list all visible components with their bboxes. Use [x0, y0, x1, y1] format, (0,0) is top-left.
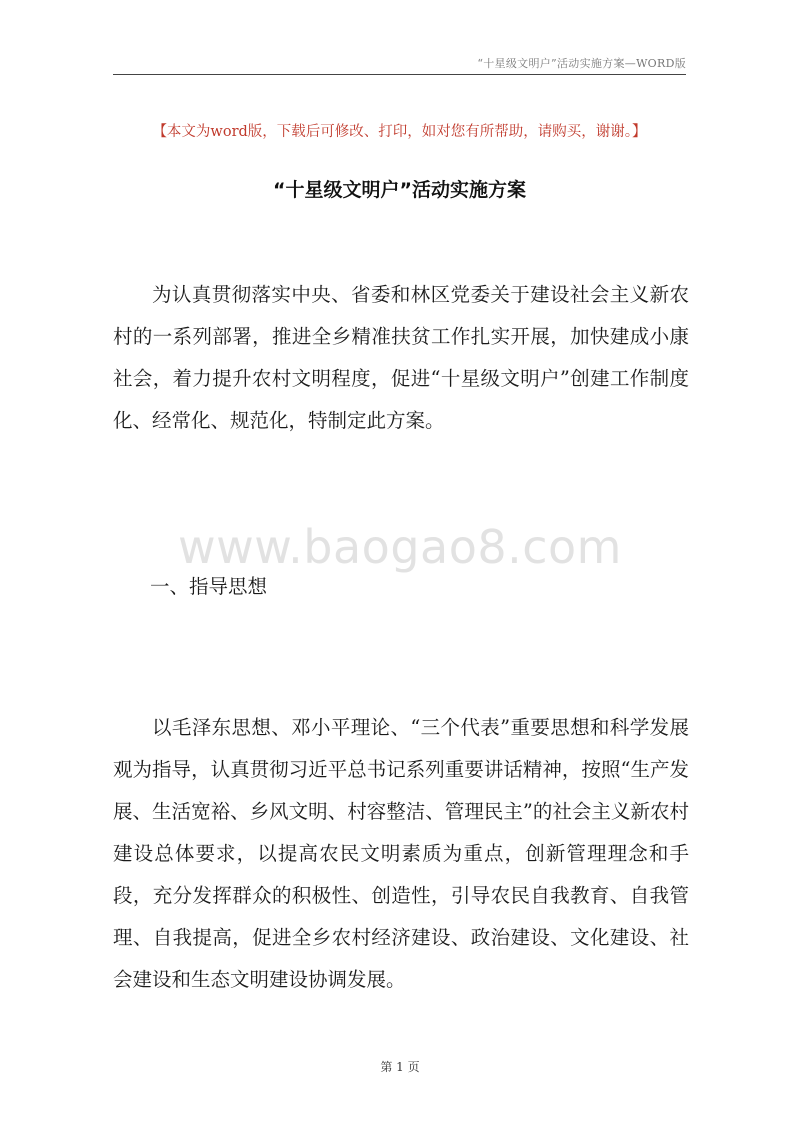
- running-header: “十星级文明户”活动实施方案—WORD版: [477, 57, 686, 70]
- section-heading-guiding-ideology: 一、指导思想: [150, 575, 268, 598]
- site-watermark: www.baogao8.com: [178, 520, 622, 574]
- purchase-notice: 【本文为word版，下载后可修改、打印，如对您有所帮助，请购买，谢谢。】: [152, 124, 647, 140]
- page-number: 第 1 页: [380, 1060, 420, 1074]
- header-divider: [113, 74, 686, 75]
- document-title: “十星级文明户”活动实施方案: [273, 179, 526, 201]
- intro-paragraph: 为认真贯彻落实中央、省委和林区党委关于建设社会主义新农村的一系列部署，推进全乡精准扶贫工作扎实开展，加快建成小康社会，着力提升农村文明程度，促进“十星级文明户”创建工作制度化、经常化、规范化，特制定此方案。: [113, 283, 689, 432]
- guiding-ideology-paragraph: 以毛泽东思想、邓小平理论、“三个代表”重要思想和科学发展观为指导，认真贯彻习近平总书记系列重要讲话精神，按照“生产发展、生活宽裕、乡风文明、村容整洁、管理民主”的社会主义新农村建设总体要求，以提高农民文明素质为重点，创新管理理念和手段，充分发挥群众的积极性、创造性，引导农民自我教育、自我管理、自我提高，促进全乡农村经济建设、政治建设、文化建设、社会建设和生态文明建设协调发展。: [113, 716, 689, 991]
